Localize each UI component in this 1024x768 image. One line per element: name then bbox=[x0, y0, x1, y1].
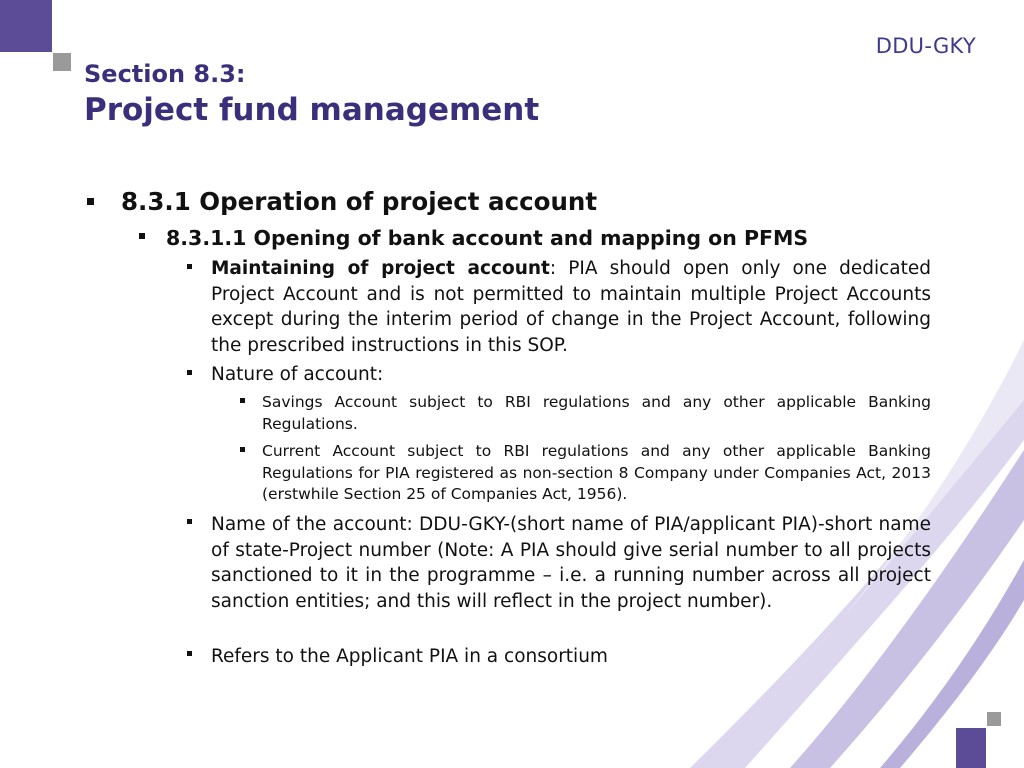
bullet-icon bbox=[187, 370, 192, 375]
corner-square-top-left bbox=[0, 0, 52, 52]
bullet-icon bbox=[139, 233, 145, 239]
list-item-maintaining-project-account bbox=[211, 256, 931, 358]
page-title: Project fund management bbox=[84, 92, 540, 128]
bullet-icon bbox=[187, 519, 192, 524]
list-item-savings-account: Savings Account subject to RBI regulations and any other applicable Banking Regulations. bbox=[262, 393, 931, 433]
bullet-icon bbox=[240, 447, 245, 452]
brand-label: DDU-GKY bbox=[875, 34, 976, 58]
list-item-bold-label: Maintaining of project account bbox=[211, 258, 550, 279]
bullet-icon bbox=[240, 398, 245, 403]
heading-operation-of-project-account: 8.3.1 Operation of project account bbox=[121, 187, 598, 216]
bullet-icon bbox=[187, 264, 192, 269]
list-item-text: : PIA should open only one dedicated Project Account and is not permitted to maintain multiple Project Accounts except during the interim period of change in the Project Account, following the prescribed instructions in this SOP. bbox=[211, 258, 931, 356]
bullet-icon bbox=[187, 651, 192, 656]
list-item-applicant-pia: Refers to the Applicant PIA in a consortium bbox=[211, 646, 608, 667]
heading-opening-of-bank-account: 8.3.1.1 Opening of bank account and mapping on PFMS bbox=[166, 226, 809, 250]
list-item-nature-of-account: Nature of account: bbox=[211, 364, 384, 385]
list-item-current-account: Current Account subject to RBI regulations and any other applicable Banking Regulations for PIA registered as non-section 8 Company under Companies Act, 2013 (erstwhile Section 25 of Companies Act, 1956). bbox=[262, 442, 931, 503]
corner-square-grey-top bbox=[53, 53, 71, 71]
corner-square-grey-bottom bbox=[987, 712, 1001, 726]
section-label: Section 8.3: bbox=[84, 60, 246, 88]
bullet-icon bbox=[87, 198, 94, 205]
corner-square-bottom-right bbox=[956, 728, 986, 768]
list-item-name-of-account: Name of the account: DDU-GKY-(short name of PIA/applicant PIA)-short name of state-Project number (Note: A PIA should give serial number to all projects sanctioned to it in the programme – i.e. a running number across all project sanction entities; and this will reflect in the project number). bbox=[211, 514, 931, 612]
